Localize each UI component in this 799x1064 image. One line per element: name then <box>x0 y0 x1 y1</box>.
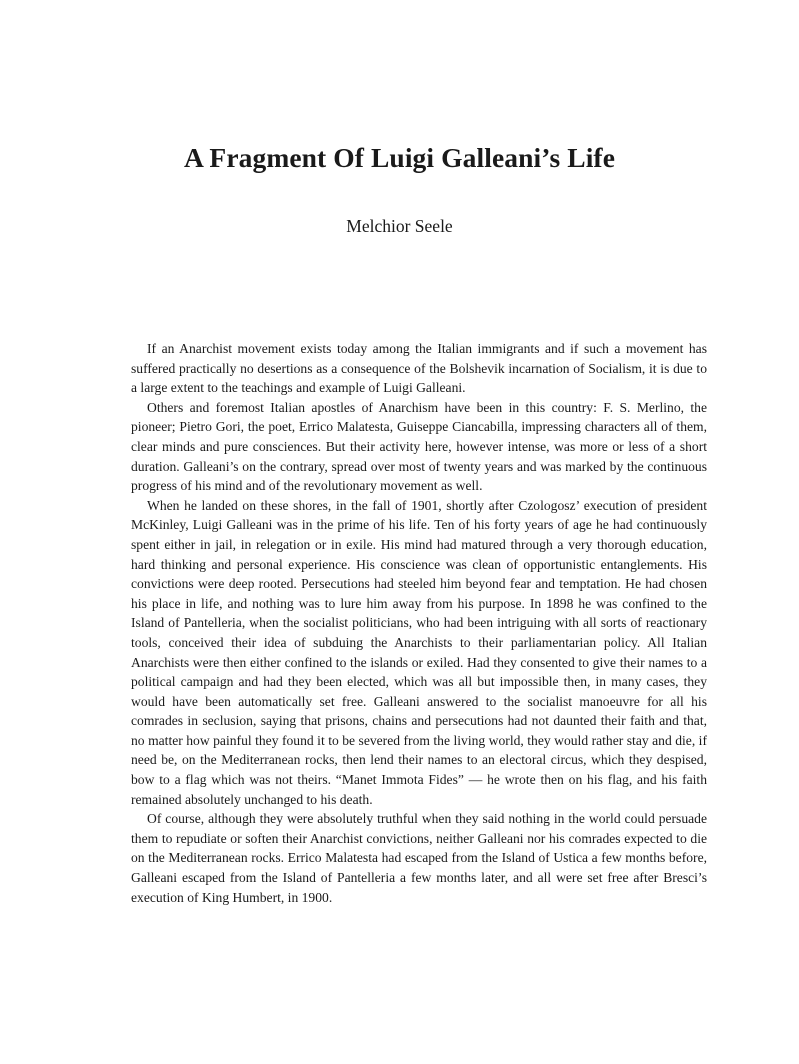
paragraph: Of course, although they were absolutely truthful when they said nothing in the world could persuade them to repudiate or soften their Anarchist convictions, neither Galleani nor his comrades expected to die on the Mediterranean rocks. Errico Malatesta had escaped from the Island of Ustica a few months before, Galleani escaped from the Island of Pantelleria a few months later, and all were set free after Bresci’s execution of King Humbert, in 1900. <box>131 811 707 905</box>
document-body <box>131 339 707 907</box>
document-title: A Fragment Of Luigi Galleani’s Life <box>184 142 615 173</box>
paragraph: If an Anarchist movement exists today among the Italian immigrants and if such a movement has suffered practically no desertions as a consequence of the Bolshevik incarnation of Socialism, it is due to a large extent to the teachings and example of Luigi Galleani. <box>131 341 707 396</box>
document-author: Melchior Seele <box>346 216 453 236</box>
paragraph: Others and foremost Italian apostles of Anarchism have been in this country: F. S. Merlino, the pioneer; Pietro Gori, the poet, Errico Malatesta, Guiseppe Ciancabilla, impressing characters all of them, clear minds and pure consciences. But their activity here, however intense, was more or less of a short duration. Galleani’s on the contrary, spread over most of twenty years and was marked by the continuous progress of his mind and of the revolutionary movement as well. <box>131 399 707 494</box>
paragraph: When he landed on these shores, in the fall of 1901, shortly after Czologosz’ execution of president McKinley, Luigi Galleani was in the prime of his life. Ten of his forty years of age he had continuously spent either in jail, in relegation or in exile. His mind had matured through a very thorough education, hard thinking and personal experience. His conscience was clean of opportunistic entanglements. His convictions were deep rooted. Persecutions had steeled him beyond fear and temptation. He had chosen his place in life, and nothing was to lure him away from his purpose. In 1898 he was confined to the Island of Pantelleria, when the socialist politicians, who had been intriguing with all sorts of reactionary tools, conceived their idea of subduing the Anarchists to their parliamentarian policy. All Italian Anarchists were then either confined to the islands or exiled. Had they consented to give their names to a political campaign and had they been elected, which was all but impossible then, in many cases, they would have been automatically set free. Galleani answered to the socialist manoeuvre for all his comrades in seclusion, saying that prisons, chains and persecutions had not daunted their faith and that, no matter how painful they found it to be severed from the living world, they would rather stay and die, if need be, on the Mediterranean rocks, then lend their names to an electoral circus, which they despised, bow to a flag which was not theirs. “Manet Immota Fides” — he wrote then on his flag, and his faith remained absolutely unchanged to his death. <box>131 497 707 807</box>
